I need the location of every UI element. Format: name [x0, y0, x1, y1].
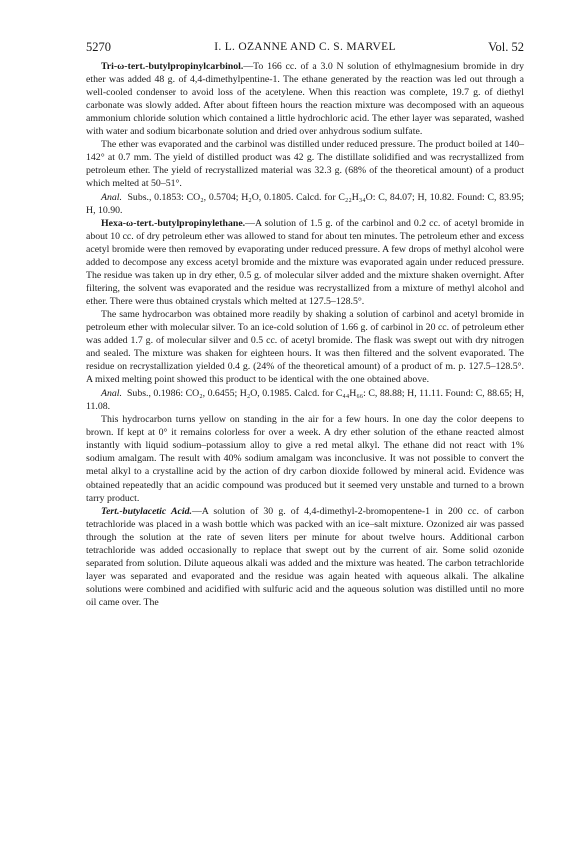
- paragraph: [86, 217, 524, 308]
- paragraph-text: —A solution of 30 g. of 4,4-dimethyl-2-bromopentene-1 in 200 cc. of carbon tetrachloride was placed in a wash bottle which was packed with an ice–salt mixture. Ozonized air was passed through the solution at the rate of seven liters per minute for about twelve hours. Additional carbon tetrachloride was added occasionally to replace that swept out by the current of air. Some solid ozonide separated from solution. Dilute aqueous alkali was added and the mixture was heated. The carbon tetrachloride layer was separated and evaporated and the residue was again heated with aqueous alkali. The alkaline solutions were combined and acidified with sulfuric acid and the aqueous solution was distilled until no more oil came over. The: [86, 505, 524, 608]
- paragraph: [86, 413, 524, 504]
- paragraph-text: The ether was evaporated and the carbinol was distilled under reduced pressure. The product boiled at 140–142° at 0.7 mm. The yield of distilled product was 42 g. The distillate solidified and was recrystallized from petroleum ether. The yield of recrystallized material was 32.3 g. (68% of the theoretical amount) of a product which melted at 50–51°.: [86, 139, 524, 190]
- page-number: 5270: [86, 40, 111, 54]
- analysis-label: Anal.: [101, 388, 122, 400]
- analysis-text: Subs., 0.1853: CO₂, 0.5704; H₂O, 0.1805. Calcd. for C₂₂H₃₄O: C, 84.07; H, 10.82. Found: C, 83.95; H, 10.90.: [86, 192, 524, 217]
- paragraph: [86, 308, 524, 386]
- volume-label: Vol. 52: [488, 40, 524, 54]
- running-header: [86, 38, 524, 56]
- section-title: Tert.-butylacetic Acid.: [101, 505, 192, 517]
- paragraph-text: —A solution of 1.5 g. of the carbinol and 0.2 cc. of acetyl bromide in about 10 cc. of dry petroleum ether was allowed to stand for about ten minutes. The petroleum ether and excess acetyl bromide were then removed by evaporating under reduced pressure. A few drops of methyl alcohol were added to decompose any excess acetyl bromide and the mixture was evaporated again under reduced pressure. The residue was taken up in dry ether, 0.5 g. of molecular silver added and the mixture shaken overnight. After filtering, the solvent was evaporated and the residue was recrystallized from a mixture of methyl alcohol and ether. There were thus obtained crystals which melted at 127.5–128.5°.: [86, 218, 524, 308]
- paragraph-text: —To 166 cc. of a 3.0 N solution of ethylmagnesium bromide in dry ether was added 48 g. of 4,4-dimethylpentine-1. The ethane generated by the reaction was led out through a well-cooled condenser to avoid loss of the acetylene. When this reaction was complete, 19.7 g. of diethyl carbonate was slowly added. After about fifteen hours the reaction mixture was decomposed with an aqueous ammonium chloride solution which contained a little hydrochloric acid. The ether layer was separated, washed with water and sodium bicarbonate solution and dried over anhydrous sodium sulfate.: [86, 61, 524, 138]
- paragraph-text: The same hydrocarbon was obtained more readily by shaking a solution of carbinol and acetyl bromide in petroleum ether with molecular silver. To an ice-cold solution of 1.66 g. of carbinol in 20 cc. of petroleum ether was added 1.7 g. of molecular silver and 0.5 cc. of acetyl bromide. The flask was swept out with dry nitrogen and sealed. The mixture was shaken for eighteen hours. It was then filtered and the solvent evaporated. The residue on recrystallization yielded 0.4 g. (24% of the theoretical amount) of a product of m. p. 127.5–128.5°. A mixed melting point showed this product to be identical with the one obtained above.: [86, 309, 524, 386]
- paragraph-text: This hydrocarbon turns yellow on standing in the air for a few hours. In one day the color deepens to brown. If kept at 0° it remains colorless for over a week. A dry ether solution of the ethane reacted almost instantly with liquid sodium–potassium alloy to give a red metal alkyl. The ethane did not react with 1% sodium amalgam. The result with 40% sodium amalgam was inconclusive. It was not possible to convert the metal alkyl to a crystalline acid by the action of dry carbon dioxide followed by mineral acid. Evidence was obtained repeatedly that an acidic compound was produced but it seemed very unstable and turned to a brown tarry product.: [86, 414, 524, 504]
- paragraph: [86, 505, 524, 609]
- section-title: Tri-ω-tert.-butylpropinylcarbinol.: [101, 61, 244, 72]
- analysis-paragraph: [86, 191, 524, 217]
- paragraph: [86, 60, 524, 138]
- running-authors: I. L. OZANNE AND C. S. MARVEL: [214, 41, 396, 53]
- section-title: Hexa-ω-tert.-butylpropinylethane.: [101, 218, 246, 230]
- analysis-text: Subs., 0.1986: CO₂, 0.6455; H₂O, 0.1985. Calcd. for C₄₄H₆₆: C, 88.88; H, 11.11. Found: C, 88.65; H, 11.08.: [86, 388, 524, 413]
- analysis-paragraph: [86, 387, 524, 413]
- article-body: [86, 60, 524, 609]
- analysis-label: Anal.: [101, 192, 122, 204]
- paragraph: [86, 138, 524, 190]
